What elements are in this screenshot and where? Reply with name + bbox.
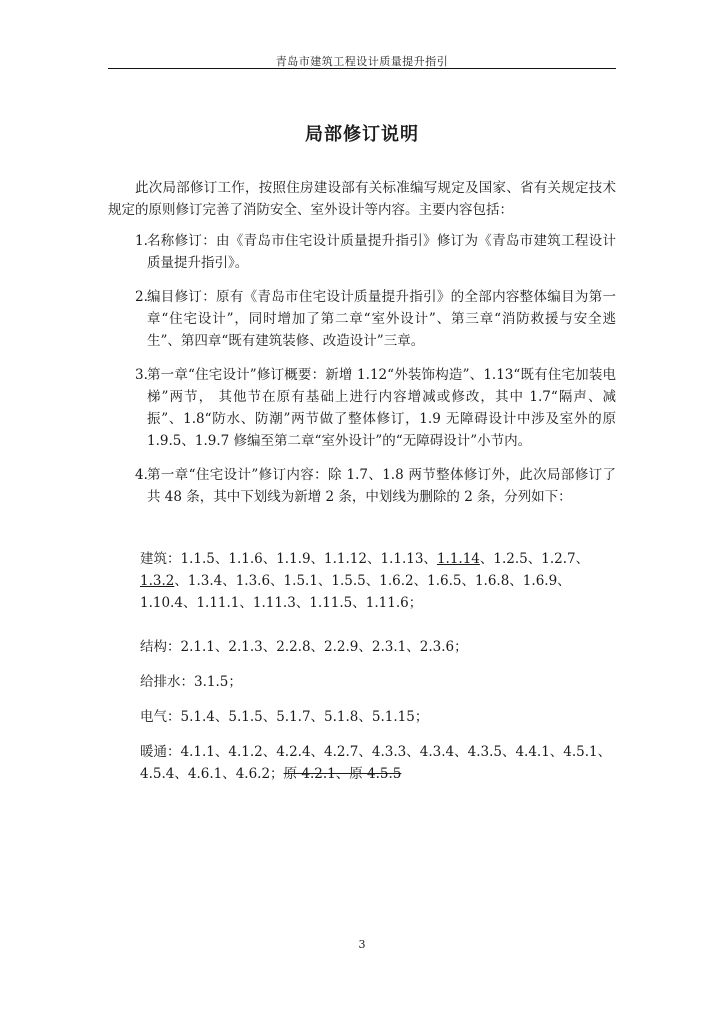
item-number: 3. (135, 367, 148, 383)
header-rule (108, 68, 616, 69)
clause-list: 、1.3.4、1.3.6、1.5.1、1.5.5、1.6.2、1.6.5、1.6.8、1.6.9、1.10.4、1.11.1、1.11.3、1.11.5、1.11.6； (140, 573, 571, 611)
clause-list: 5.1.4、5.1.5、5.1.7、5.1.8、5.1.15； (180, 709, 429, 725)
clause-list: 、1.2.5、1.2.7、 (479, 551, 590, 567)
page-number: 3 (358, 938, 366, 951)
category-architecture (140, 548, 616, 614)
category-structure (140, 636, 616, 658)
intro-paragraph: 此次局部修订工作，按照住房建设部有关标准编写规定及国家、省有关规定技术规定的原则修订完善了消防安全、室外设计等内容。主要内容包括： (108, 180, 616, 218)
revision-list (108, 230, 616, 520)
list-item (108, 464, 616, 508)
clause-list: 4.1.1、4.1.2、4.2.4、4.2.7、4.3.3、4.3.4、4.3.5、4.4.1、4.5.1、4.5.4、4.6.1、4.6.2； (140, 744, 612, 782)
page-title: 局部修订说明 (305, 124, 419, 145)
list-item (108, 364, 616, 452)
running-header: 青岛市建筑工程设计质量提升指引 (275, 55, 449, 68)
item-text: 编目修订：原有《青岛市住宅设计质量提升指引》的全部内容整体编目为第一章“住宅设计”，同时增加了第二章“室外设计”、第三章“消防救援与安全逃生”、第四章“既有建筑装修、改造设计”三章。 (147, 289, 616, 349)
clause-list: 2.1.1、2.1.3、2.2.8、2.2.9、2.3.1、2.3.6； (180, 639, 468, 655)
category-label: 建筑： (140, 551, 181, 567)
item-text: 第一章“住宅设计”修订内容：除 1.7、1.8 两节整体修订外，此次局部修订了共 48 条，其中下划线为新增 2 条，中划线为删除的 2 条，分列如下： (147, 467, 616, 505)
deleted-clauses: 原 4.2.1、原 4.5.5 (283, 766, 402, 782)
item-number: 2. (135, 289, 148, 305)
clause-list: 3.1.5； (194, 674, 242, 690)
category-label: 暖通： (140, 744, 181, 760)
item-text: 第一章“住宅设计”修订概要：新增 1.12“外装饰构造”、1.13“既有住宅加装电梯”两节， 其他节在原有基础上进行内容增减或修改，其中 1.7“隔声、减振”、1.8“防水、防潮”两节做了整体修订，1.9 无障碍设计中涉及室外的原 1.9.5、1.9.7 修编至第二章“室外设计”的“无障碍设计”小节内。 (147, 367, 616, 449)
category-water (140, 671, 616, 693)
category-label: 给排水： (140, 674, 194, 690)
category-electrical (140, 706, 616, 728)
item-text: 名称修订：由《青岛市住宅设计质量提升指引》修订为《青岛市建筑工程设计质量提升指引》。 (147, 233, 616, 271)
item-number: 1. (135, 233, 148, 249)
category-hvac (140, 741, 616, 785)
clause-list: 1.1.5、1.1.6、1.1.9、1.1.12、1.1.13、 (180, 551, 437, 567)
category-label: 结构： (140, 639, 181, 655)
category-label: 电气： (140, 709, 181, 725)
added-clause: 1.1.14 (436, 551, 480, 567)
list-item (108, 286, 616, 352)
added-clause: 1.3.2 (140, 573, 175, 589)
item-number: 4. (135, 467, 148, 483)
list-item (108, 230, 616, 274)
